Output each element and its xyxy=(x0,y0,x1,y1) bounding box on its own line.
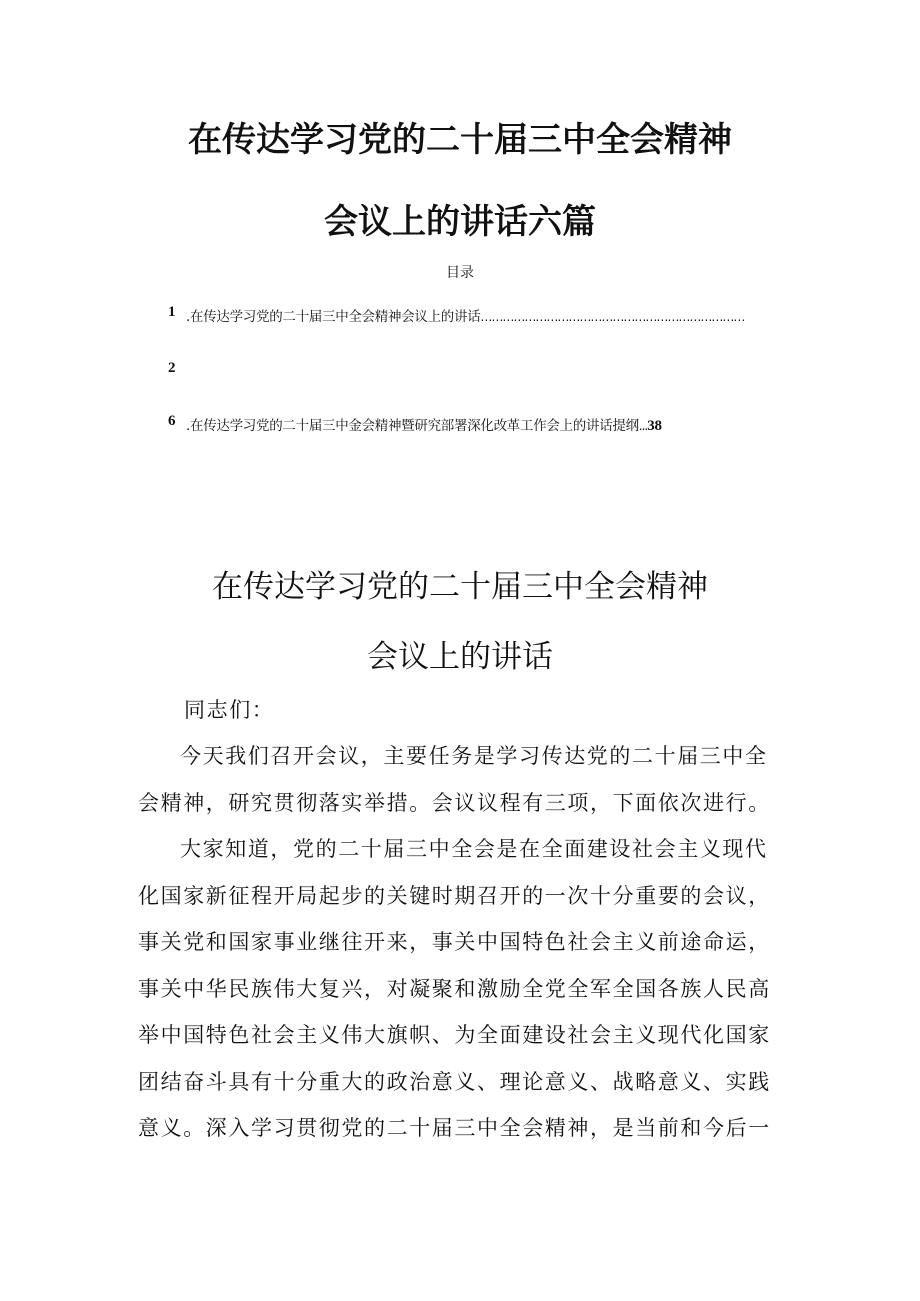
body-paragraph: 今天我们召开会议，主要任务是学习传达党的二十届三中全会精神，研究贯彻落实举措。会议议程有三项，下面依次进行。 xyxy=(138,744,771,815)
document-title-line-2: 会议上的讲话六篇 xyxy=(324,202,596,242)
toc-entry-text-wrap xyxy=(186,305,744,326)
speech-body xyxy=(138,733,788,1152)
toc-heading: 目录 xyxy=(446,265,474,281)
salutation: 同志们： xyxy=(184,698,275,722)
toc-entry-text-wrap xyxy=(186,414,662,435)
body-paragraph: 大家知道，党的二十届三中全会是在全面建设社会主义现代化国家新征程开局起步的关键时期召开的一次十分重要的会议，事关党和国家事业继往开来，事关中国特色社会主义前途命运，事关中华民族伟大复兴，对凝聚和激励全党全军全国各族人民高举中国特色社会主义伟大旗帜、为全面建设社会主义现代化国家团结奋斗具有十分重大的政治意义、理论意义、战略意义、实践意义。深入学习贯彻党的二十届三中全会精神，是当前和今后一 xyxy=(138,837,771,1140)
toc-entry-number: 2 xyxy=(168,360,176,376)
toc-entry-number: 6 xyxy=(168,413,176,429)
toc-entry-text: .在传达学习党的二十届三中全会精神会议上的讲话 xyxy=(186,309,481,325)
section-title-line-1: 在传达学习党的二十届三中全会精神 xyxy=(212,569,708,605)
toc-entry-leader: ……………………………………………………………… xyxy=(480,310,745,324)
document-title-line-1: 在传达学习党的二十届三中全会精神 xyxy=(188,120,732,160)
toc-entry-leader: ... xyxy=(638,419,648,433)
toc-entry-page: 38 xyxy=(647,418,662,434)
section-title-line-2: 会议上的讲话 xyxy=(367,639,553,675)
toc-entry-number: 1 xyxy=(168,304,176,320)
toc-entry-text: .在传达学习党的二十届三中金会精神暨研究部署深化改革工作会上的讲话提纲 xyxy=(186,418,639,434)
